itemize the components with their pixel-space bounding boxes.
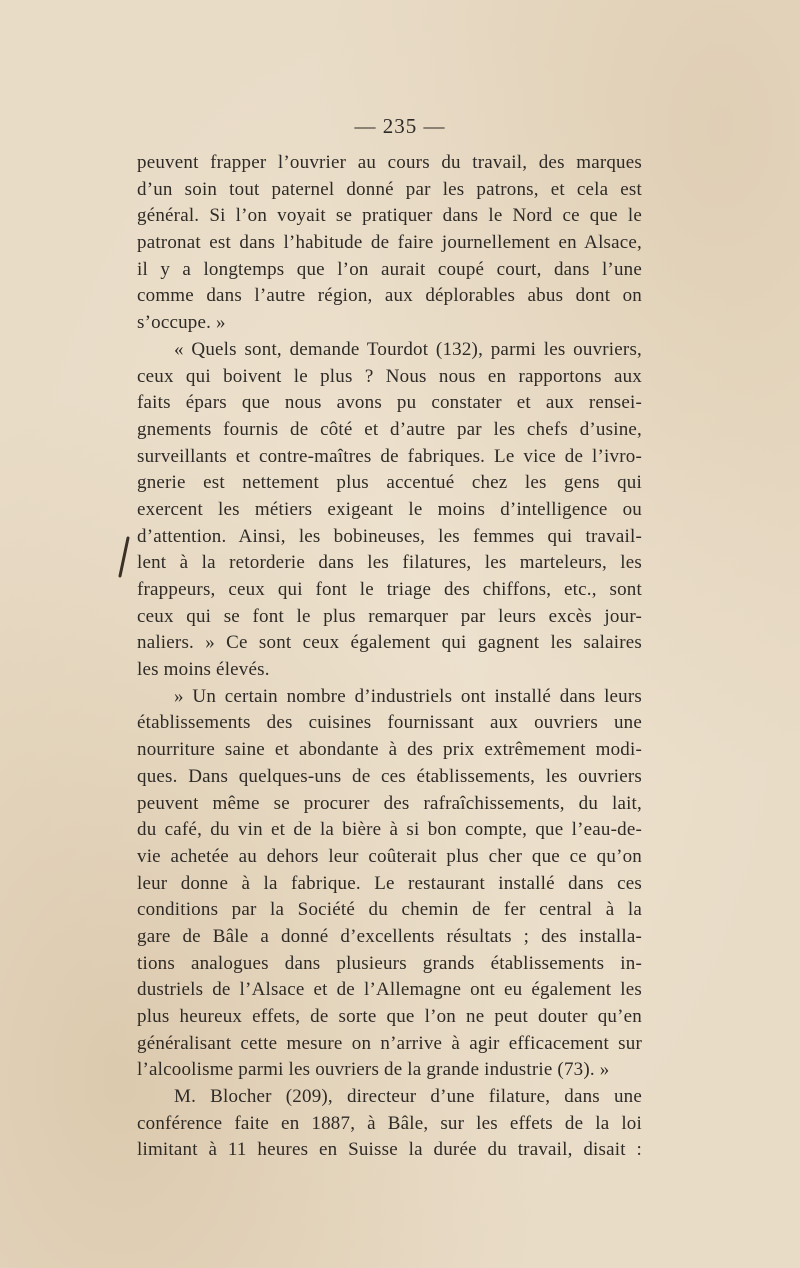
text-line: gare de Bâle a donné d’excellents résultats ; des installa- [137,925,642,947]
text-line: faits épars que nous avons pu constater et aux rensei- [137,392,642,414]
text-line: patronat est dans l’habitude de faire journellement en Alsace, [137,232,642,254]
text-line: tions analogues dans plusieurs grands établissements in- [137,952,642,974]
text-line: exercent les métiers exigeant le moins d’intelligence ou [137,498,642,520]
body-text [137,150,642,1164]
text-line: généralisant cette mesure on n’arrive à agir efficacement sur [137,1032,642,1054]
text-line: gnements fournis de côté et d’autre par les chefs d’usine, [137,418,642,440]
text-line: l’alcoolisme parmi les ouvriers de la grande industrie (73). » [137,1059,610,1081]
text-line: d’un soin tout paternel donné par les patrons, et cela est [137,178,642,200]
text-line: ques. Dans quelques-uns de ces établissements, les ouvriers [137,765,642,787]
text-line: naliers. » Ce sont ceux également qui gagnent les salaires [137,632,642,654]
text-line: ceux qui se font le plus remarquer par leurs excès jour- [137,605,642,627]
text-line: nourriture saine et abondante à des prix extrêmement modi- [137,739,642,761]
margin-pencil-mark [117,536,131,578]
page-number: — 235 — [354,114,446,138]
text-line: ceux qui boivent le plus ? Nous nous en rapportons aux [137,365,642,387]
text-line: s’occupe. » [137,312,226,334]
text-line: général. Si l’on voyait se pratiquer dans le Nord ce que le [137,205,642,227]
text-line: établissements des cuisines fournissant aux ouvriers une [137,712,642,734]
text-line: lent à la retorderie dans les filatures, les marteleurs, les [137,552,642,574]
text-line: les moins élevés. [137,659,270,681]
text-line: peuvent même se procurer des rafraîchissements, du lait, [137,792,642,814]
text-line: du café, du vin et de la bière à si bon compte, que l’eau-de- [137,819,642,841]
text-line: conditions par la Société du chemin de fer central à la [137,899,642,921]
text-line: il y a longtemps que l’on aurait coupé court, dans l’une [137,258,642,280]
text-line: » Un certain nombre d’industriels ont installé dans leurs [174,685,642,707]
text-line: peuvent frapper l’ouvrier au cours du travail, des marques [137,152,642,173]
text-line: plus heureux effets, de sorte que l’on ne peut douter qu’en [137,1006,642,1027]
text-line: gnerie est nettement plus accentué chez les gens qui [137,472,642,494]
text-line: leur donne à la fabrique. Le restaurant installé dans ces [137,872,642,894]
text-line: surveillants et contre-maîtres de fabriques. Le vice de l’ivro- [137,445,642,467]
text-line: dustriels de l’Alsace et de l’Allemagne ont eu également les [137,979,642,1001]
text-line: frappeurs, ceux qui font le triage des chiffons, etc., sont [137,579,642,600]
text-line: d’attention. Ainsi, les bobineuses, les femmes qui travail- [137,525,642,547]
text-line: limitant à 11 heures en Suisse la durée du travail, disait : [137,1139,642,1161]
text-line: vie achetée au dehors leur coûterait plus cher que ce qu’on [137,845,642,867]
text-line: « Quels sont, demande Tourdot (132), parmi les ouvriers, [174,338,642,360]
text-line: M. Blocher (209), directeur d’une filature, dans une [174,1086,642,1108]
text-line: comme dans l’autre région, aux déplorables abus dont on [137,285,642,307]
text-line: conférence faite en 1887, à Bâle, sur les effets de la loi [137,1112,642,1134]
